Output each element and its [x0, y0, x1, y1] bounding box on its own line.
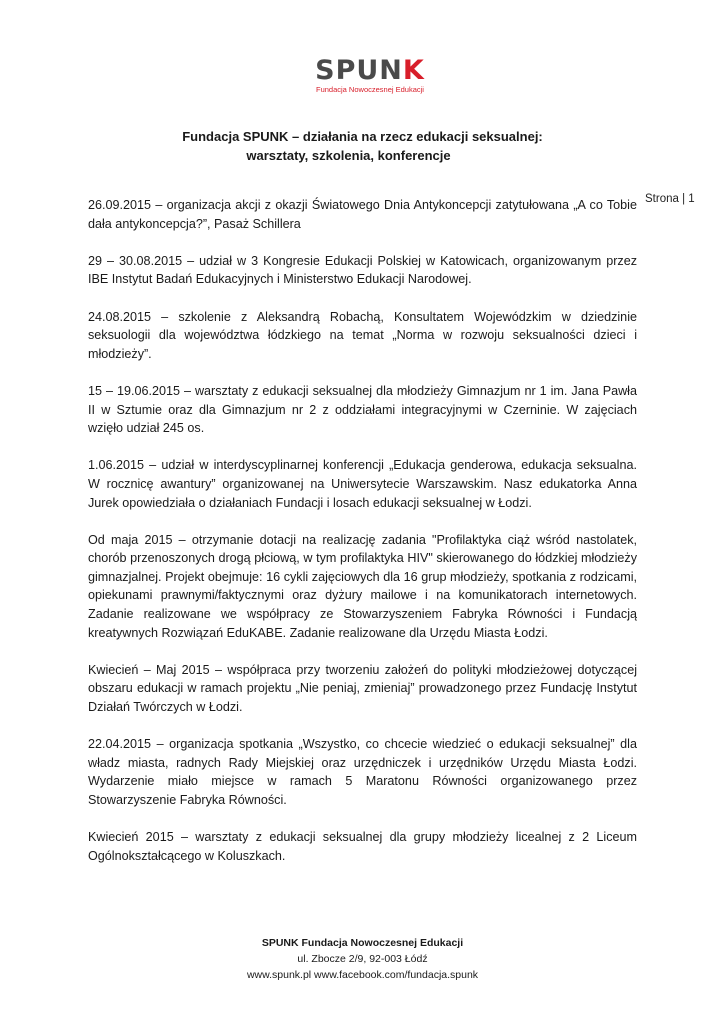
footer-address: ul. Zbocze 2/9, 92-003 Łódź — [297, 953, 428, 965]
logo-word-accent: K — [402, 55, 425, 86]
document-title — [60, 127, 665, 165]
entry-2015-06-01: 1.06.2015 – udział w interdyscyplinarnej konferencji „Edukacja genderowa, edukacja seksualna. W rocznicę awantury” organizowanej na Uniwersytecie Warszawskim. Nasz edukatorka Anna Jurek opowiedziała o działaniach Fundacji i losach edukacji seksualnej w Łodzi. — [88, 458, 637, 510]
spunk-logo — [300, 56, 440, 94]
page-footer — [0, 935, 725, 983]
entry-2015-08-24: 24.08.2015 – szkolenie z Aleksandrą Robachą, Konsultatem Wojewódzkim w dziedzinie seksuologii dla województwa łódzkiego na temat „Norma w rozwoju seksualności dzieci i młodzieży”. — [88, 309, 637, 361]
entry-2015-08-29: 29 – 30.08.2015 – udział w 3 Kongresie Edukacji Polskiej w Katowicach, organizowanym przez IBE Instytut Badań Edukacyjnych i Ministerstwo Edukacji Narodowej. — [88, 253, 637, 287]
logo-word-main: SPUN — [315, 55, 403, 86]
title-line-2: warsztaty, szkolenia, konferencje — [246, 148, 451, 163]
logo-subtitle: Fundacja Nowoczesnej Edukacji — [316, 85, 424, 94]
logo-wordmark — [300, 56, 440, 86]
entry-2015-09-26: 26.09.2015 – organizacja akcji z okazji Światowego Dnia Antykoncepcji zatytułowana „A co Tobie dała antykoncepcja?”, Pasaż Schillera — [88, 198, 637, 231]
entry-2015-05: Od maja 2015 – otrzymanie dotacji na realizację zadania "Profilaktyka ciąż wśród nastolatek, chorób przenoszonych drogą płciową, w tym profilaktyka HIV" skierowanego do łódzkiej młodzieży gimnazjalnej. Projekt obejmuje: 16 cykli zajęciowych dla 16 grup młodzieży, spotkania z rodzicami, opiekunami prawnymi/faktycznymi oraz dyżury mailowe i na komunikatorach internetowych. Zadanie realizowane we współpracy ze Stowarzyszeniem Fabryka Równości i Fundacją kreatywnych Rozwiązań EduKABE. Zadanie realizowane dla Urzędu Miasta Łodzi. — [88, 532, 637, 640]
entry-2015-06-15: 15 – 19.06.2015 – warsztaty z edukacji seksualnej dla młodzieży Gimnazjum nr 1 im. Jana Pawła II w Sztumie oraz dla Gimnazjum nr 2 z oddziałami integracyjnymi w Czerninie. W zajęciach wzięło udział 245 os. — [88, 383, 637, 436]
footer-web: www.spunk.pl www.facebook.com/fundacja.spunk — [246, 969, 479, 981]
entry-2015-04-05: Kwiecień – Maj 2015 – współpraca przy tworzeniu założeń do polityki młodzieżowej dotyczącej obszaru edukacji w ramach projektu „Nie peniaj, zmieniaj” prowadzonego przez Fundację Instytut Działań Twórczych w Łodzi. — [88, 662, 637, 715]
entries-list — [88, 196, 637, 884]
entry-2015-04: Kwiecień 2015 – warsztaty z edukacji seksualnej dla grupy młodzieży licealnej z 2 Liceum Ogólnokształcącego w Koluszkach. — [88, 830, 637, 863]
footer-org: SPUNK Fundacja Nowoczesnej Edukacji — [261, 937, 464, 949]
title-line-1: Fundacja SPUNK – działania na rzecz edukacji seksualnej: — [182, 129, 543, 144]
entry-2015-04-22: 22.04.2015 – organizacja spotkania „Wszystko, co chcecie wiedzieć o edukacji seksualnej” dla władz miasta, radnych Rady Miejskiej oraz urzędniczek i urzędników Urzędu Miasta Łodzi. Wydarzenie miało miejsce w ramach 5 Maratonu Równości organizowanego przez Stowarzyszenie Fabryka Równości. — [88, 737, 637, 807]
page-number: Strona | 1 — [645, 193, 695, 205]
